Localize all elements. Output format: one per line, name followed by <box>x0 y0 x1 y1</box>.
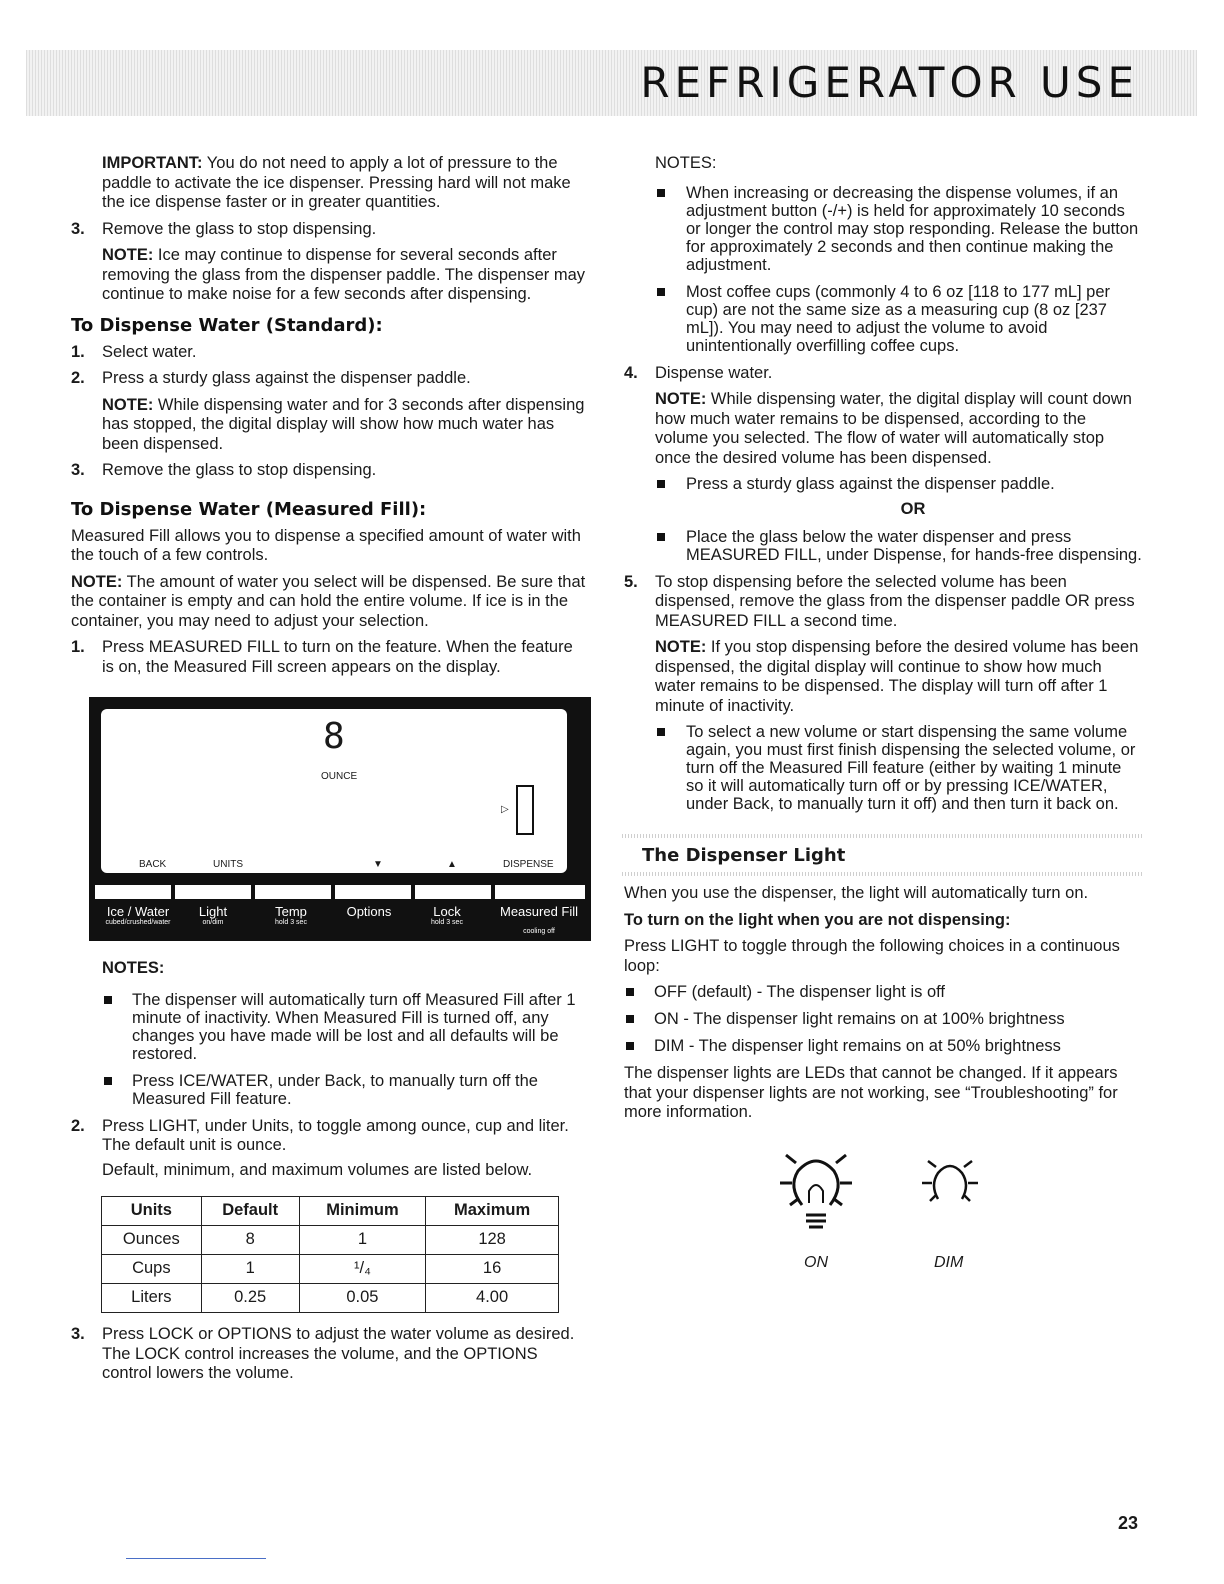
note-text: While dispensing water and for 3 seconds after dispensing has stopped, the digital display will show how much water has been dispensed. <box>102 395 585 453</box>
important-note <box>71 154 587 213</box>
light-intro: When you use the dispenser, the light will automatically turn on. <box>624 884 1089 902</box>
button-bar-6 <box>495 885 585 899</box>
button-strip <box>89 885 591 899</box>
table-cell: 8 <box>201 1226 299 1255</box>
volume-digit: 8 <box>323 716 345 757</box>
step-text: Press LOCK or OPTIONS to adjust the water volume as desired. The LOCK control increases the volume, and the OPTIONS control lowers the volume. <box>102 1325 575 1382</box>
footer-line <box>126 1558 266 1559</box>
note-label: NOTE: <box>655 638 707 656</box>
table-header: Default <box>201 1197 299 1226</box>
note-text: Ice may continue to dispense for several seconds after removing the glass from the dispenser paddle. The dispenser may continue to make noise for a few seconds after dispensing. <box>102 246 586 303</box>
step-3 <box>71 220 587 240</box>
std-step-3 <box>71 461 587 481</box>
note-item: The dispenser will automatically turn off Measured Fill after 1 minute of inactivity. When Measured Fill is turned off, any changes you have made will be lost and all defaults will be restored. <box>71 991 587 1063</box>
step-text: Remove the glass to stop dispensing. <box>102 219 377 238</box>
mf-step-1 <box>71 638 587 677</box>
mf-step-2-extra: Default, minimum, and maximum volumes are listed below. <box>102 1160 533 1179</box>
light-option: OFF (default) - The dispenser light is off <box>624 983 1142 1001</box>
button-bar-4 <box>335 885 411 899</box>
step-number: 2. <box>71 369 85 387</box>
table-cell: Ounces <box>102 1226 202 1255</box>
light-sub: on/dim <box>202 919 224 926</box>
light-option: DIM - The dispenser light remains on at 50% brightness <box>624 1037 1142 1055</box>
left-column <box>71 154 587 1391</box>
lock-button[interactable]: Lock <box>433 904 461 919</box>
mf-step-3 <box>71 1325 587 1384</box>
volume-table <box>101 1196 559 1313</box>
table-cell: 0.05 <box>299 1284 425 1313</box>
temp-sub: hold 3 sec <box>275 919 307 926</box>
table-cell: 16 <box>426 1255 559 1284</box>
step-number: 1. <box>71 342 85 361</box>
light-option: ON - The dispenser light remains on at 100% brightness <box>624 1010 1142 1028</box>
step-5 <box>624 573 1142 632</box>
measured-fill-button[interactable]: Measured Fill <box>499 904 579 919</box>
right-column <box>624 154 1142 1271</box>
step-number: 3. <box>71 1325 85 1343</box>
label-units: UNITS <box>213 859 243 870</box>
button-bar-2 <box>175 885 251 899</box>
bulb-on-icon <box>776 1143 856 1243</box>
important-text: You do not need to apply a lot of pressure to the paddle to activate the ice dispenser. Pressing hard will not make the ice dispense faster or in greater quantities. <box>102 154 571 211</box>
step-4-bullet: Press a sturdy glass against the dispenser paddle. <box>624 475 1142 493</box>
page-number: 23 <box>1118 1513 1139 1533</box>
table-row <box>102 1255 559 1284</box>
note-item: Press ICE/WATER, under Back, to manually turn off the Measured Fill feature. <box>71 1072 587 1108</box>
down-arrow-icon: ▼ <box>373 859 383 870</box>
table-cell: Liters <box>102 1284 202 1313</box>
level-gauge-icon <box>516 785 534 835</box>
important-label: IMPORTANT: <box>102 154 203 172</box>
note-text: If you stop dispensing before the desired volume has been dispensed, the digital display will continue to show how much water remains to be dispensed. The display will turn off after 1 minute of inactivity. <box>655 638 1139 715</box>
dispenser-light-heading: The Dispenser Light <box>642 845 846 866</box>
step-text: To stop dispensing before the selected volume has been dispensed, remove the glass from the dispenser paddle OR press MEASURED FILL a second time. <box>655 572 1135 630</box>
section-rule-top <box>622 834 1142 838</box>
notes-label: NOTES: <box>655 154 717 172</box>
step-4-bullet: Place the glass below the water dispenser and press MEASURED FILL, under Dispense, for hands-free dispensing. <box>624 528 1142 564</box>
bulb-dim-caption: DIM <box>934 1253 964 1271</box>
notes-label: NOTES: <box>102 959 165 977</box>
step-5-bullet: To select a new volume or start dispensing the same volume again, you must first finish dispensing the selected volume, or turn off the Measured Fill feature (either by waiting 1 minute so it will automatically turn off or by pressing ICE/WATER, under Back, to manually turn it off) and then turn it back on. <box>624 723 1142 813</box>
step-text: Press MEASURED FILL to turn on the feature. When the feature is on, the Measured Fill screen appears on the display. <box>102 638 573 676</box>
step-4-note <box>624 390 1142 468</box>
table-cell: 0.25 <box>201 1284 299 1313</box>
table-cell: 1 <box>299 1226 425 1255</box>
or-label: OR <box>900 500 926 518</box>
table-cell: 4.00 <box>426 1284 559 1313</box>
step-text: Select water. <box>102 342 197 361</box>
display-screen <box>101 709 567 873</box>
measured-fill-heading: To Dispense Water (Measured Fill): <box>71 498 427 520</box>
standard-heading: To Dispense Water (Standard): <box>71 314 383 336</box>
unit-label: OUNCE <box>321 771 358 782</box>
std-step-1 <box>71 343 587 363</box>
measured-fill-intro: Measured Fill allows you to dispense a specified amount of water with the touch of a few controls. <box>71 526 581 564</box>
lock-sub: hold 3 sec <box>431 919 463 926</box>
step-number: 5. <box>624 572 638 591</box>
table-cell: 128 <box>426 1226 559 1255</box>
table-cell: 1 <box>201 1255 299 1284</box>
bulb-on-caption: ON <box>804 1253 828 1271</box>
options-button[interactable]: Options <box>346 904 392 919</box>
step-text: Dispense water. <box>655 363 773 382</box>
ice-water-sub: cubed/crushed/water <box>105 919 171 926</box>
label-dispense: DISPENSE <box>503 859 554 870</box>
table-header: Minimum <box>299 1197 425 1226</box>
note-label: NOTE: <box>71 572 123 591</box>
step-number: 3. <box>71 219 85 238</box>
step-number: 4. <box>624 363 638 382</box>
bulb-dim-icon <box>910 1143 990 1243</box>
button-bar-3 <box>255 885 331 899</box>
step-3-note <box>71 246 587 305</box>
table-cell: Cups <box>102 1255 202 1284</box>
table-row <box>102 1226 559 1255</box>
temp-button[interactable]: Temp <box>275 904 307 919</box>
up-arrow-icon: ▲ <box>447 859 457 870</box>
light-subheading: To turn on the light when you are not dispensing: <box>624 910 1011 929</box>
bulb-illustrations <box>624 1143 1142 1271</box>
note-label: NOTE: <box>102 246 154 264</box>
note-item: When increasing or decreasing the dispense volumes, if an adjustment button (-/+) is held for approximately 10 seconds or longer the control may stop responding. Release the button for approximately 2 seconds and then continue making the adjustment. <box>624 184 1142 274</box>
note-text: While dispensing water, the digital display will count down how much water remains to be dispensed, according to the volume you selected. The flow of water will automatically stop once the desired volume has been dispensed. <box>655 390 1132 467</box>
step-number: 3. <box>71 461 85 479</box>
note-label: NOTE: <box>655 390 707 408</box>
table-row <box>102 1284 559 1313</box>
table-header: Maximum <box>426 1197 559 1226</box>
std-note <box>71 396 587 455</box>
header-banner <box>26 50 1197 116</box>
measured-fill-note <box>71 573 587 632</box>
table-header-row <box>102 1197 559 1226</box>
step-text: Press a sturdy glass against the dispenser paddle. <box>102 369 471 387</box>
light-press: Press LIGHT to toggle through the following choices in a continuous loop: <box>624 937 1120 975</box>
page-title: REFRIGERATOR USE <box>640 58 1139 107</box>
std-step-2 <box>71 369 587 389</box>
step-5-note <box>624 638 1142 716</box>
table-cell: ¹/₄ <box>299 1255 425 1284</box>
button-bar-5 <box>415 885 491 899</box>
mf-step-2 <box>71 1117 587 1156</box>
note-label: NOTE: <box>102 395 154 414</box>
step-number: 2. <box>71 1116 85 1135</box>
dispenser-display-panel <box>89 697 591 941</box>
light-outro: The dispenser lights are LEDs that cannot be changed. If it appears that your dispenser lights are not working, see “Troubleshooting” for more information. <box>624 1064 1118 1121</box>
note-item: Most coffee cups (commonly 4 to 6 oz [118 to 177 mL] per cup) are not the same size as a measuring cup (8 oz [237 mL]). You may need to adjust the volume to avoid unintentionally overfilling coffee cups. <box>624 283 1142 355</box>
step-text: Remove the glass to stop dispensing. <box>102 461 377 479</box>
light-button[interactable]: Light <box>198 904 228 919</box>
step-text: Press LIGHT, under Units, to toggle among ounce, cup and liter. The default unit is ounce. <box>102 1116 569 1154</box>
measured-fill-sub: cooling off <box>523 928 555 935</box>
table-header: Units <box>102 1197 202 1226</box>
ice-water-button[interactable]: Ice / Water <box>106 904 170 919</box>
section-rule-bottom <box>622 872 1142 876</box>
step-4 <box>624 364 1142 384</box>
step-number: 1. <box>71 638 85 656</box>
label-back: BACK <box>139 859 167 870</box>
gauge-pointer-icon: ▷ <box>501 804 509 815</box>
note-text: The amount of water you select will be dispensed. Be sure that the container is empty and can hold the entire volume. If ice is in the container, you may need to adjust your selection. <box>71 572 586 630</box>
button-bar-1 <box>95 885 171 899</box>
